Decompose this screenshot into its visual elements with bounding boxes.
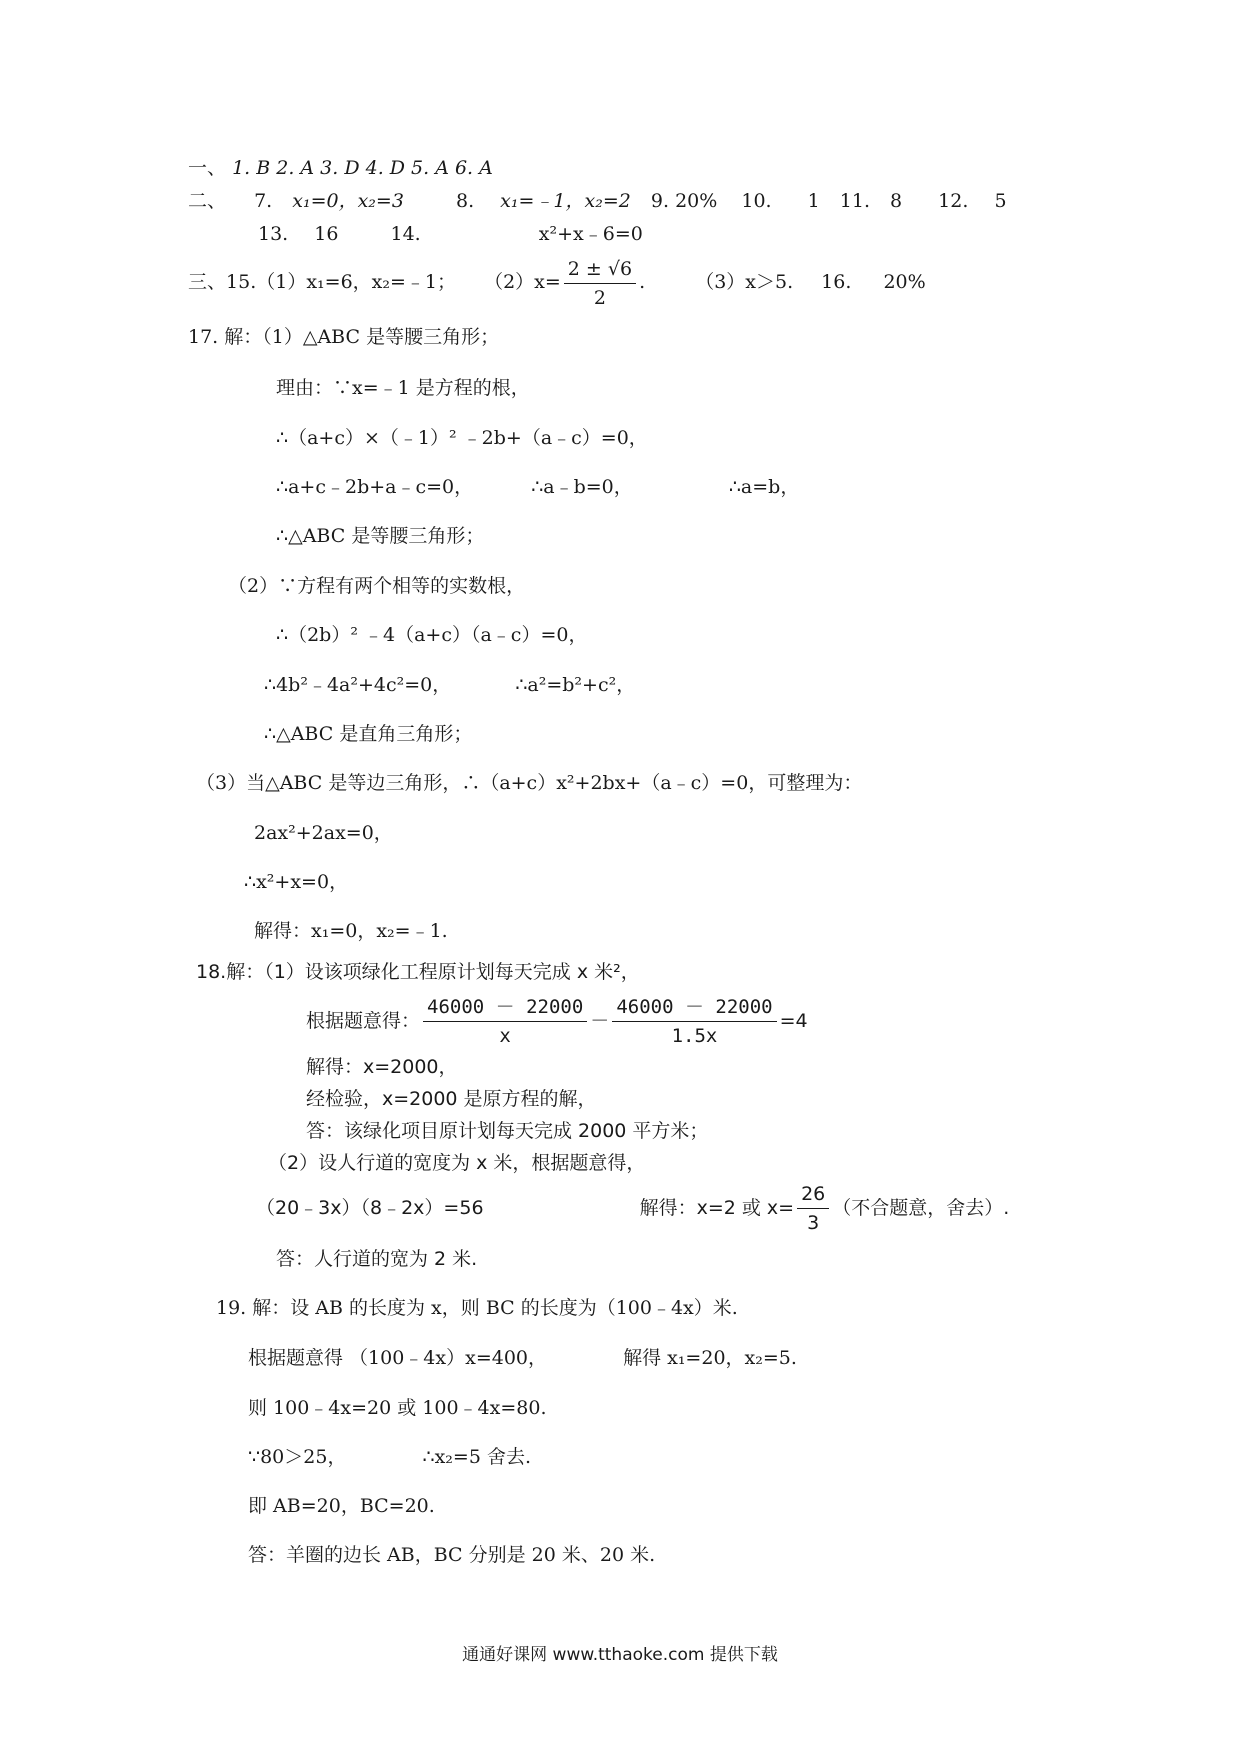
- q14-answer: x²+x﹣6=0: [538, 223, 643, 245]
- q17-line3: ∴（a+c）×（﹣1）² ﹣2b+（a﹣c）=0，: [276, 427, 648, 449]
- q18-fraction3-numerator: 26: [797, 1180, 829, 1209]
- section3-label: 三、: [188, 271, 227, 293]
- q19-line4-a: ∵80＞25，: [248, 1446, 347, 1468]
- q17-line4-b: ∴a﹣b=0，: [531, 476, 633, 498]
- q15-part1: 15.（1）x₁=6，x₂=﹣1；: [226, 271, 457, 293]
- q11-answer: 8: [890, 190, 903, 212]
- section2-row2: [258, 222, 643, 246]
- section3-line: 三、15.（1）x₁=6，x₂=﹣1； （2）x= $\frac{2 \pm √6}{2}$ . （3）x＞5. 16. 20%: [188, 253, 926, 312]
- q18-line4: 经检验，x=2000 是原方程的解，: [306, 1088, 597, 1110]
- q19-line3: 则 100﹣4x=20 或 100﹣4x=80.: [248, 1397, 547, 1419]
- q8-number: 8.: [455, 190, 475, 212]
- section2-row1: [188, 189, 1007, 213]
- q17-line8-a: ∴4b²﹣4a²+4c²=0，: [264, 674, 452, 696]
- q19-line4-b: ∴x₂=5 舍去.: [422, 1446, 532, 1468]
- q11-number: 11.: [839, 190, 870, 212]
- q17-line2: 理由：∵x=﹣1 是方程的根，: [276, 377, 530, 399]
- q10-number: 10.: [741, 190, 772, 212]
- q17-line5: ∴△ABC 是等腰三角形；: [276, 525, 485, 547]
- q8-answer: x₁=﹣1，x₂=2: [500, 190, 631, 212]
- q18-minus: －: [590, 1010, 610, 1032]
- section2-label: 二、: [188, 190, 227, 212]
- q19-line1: 19. 解：设 AB 的长度为 x，则 BC 的长度为（100﹣4x）米.: [216, 1297, 738, 1319]
- q18-line2-prefix: 根据题意得：: [306, 1010, 421, 1032]
- q17-line4-a: ∴a+c﹣2b+a﹣c=0，: [276, 476, 474, 498]
- q10-answer: 1: [807, 190, 820, 212]
- q17-line6: （2）∵方程有两个相等的实数根，: [228, 575, 526, 597]
- q18-fraction1-numerator: 46000 － 22000: [423, 993, 587, 1022]
- q15-part3: （3）x＞5.: [695, 271, 794, 293]
- q19-line4: [248, 1445, 531, 1469]
- q18-line6: （2）设人行道的宽度为 x 米，根据题意得，: [268, 1152, 646, 1174]
- q19-line2: [248, 1346, 797, 1370]
- q18-line8: 答：人行道的宽为 2 米.: [276, 1248, 478, 1270]
- q17-line11: 2ax²+2ax=0，: [254, 822, 393, 844]
- q16-answer: 20%: [883, 271, 926, 293]
- q18-fraction3-denominator: 3: [807, 1212, 820, 1234]
- q18-line7-b-prefix: 解得：x=2 或 x=: [639, 1197, 795, 1219]
- section1-line: [188, 156, 493, 180]
- q18-fraction1-denominator: x: [499, 1025, 511, 1047]
- q14-number: 14.: [390, 223, 421, 245]
- q18-line3: 解得：x=2000，: [306, 1056, 458, 1078]
- q15-fraction: [564, 255, 636, 312]
- q18-fraction2: [612, 993, 776, 1050]
- q9-answer: 9. 20%: [650, 190, 718, 212]
- q15-fraction-numerator: 2 ± √6: [564, 255, 636, 284]
- q17-line4: [276, 475, 799, 499]
- q7-answer: x₁=0，x₂=3: [292, 190, 404, 212]
- q18-line1: 18.解：（1）设该项绿化工程原计划每天完成 x 米²，: [196, 961, 640, 983]
- q13-answer: 16: [314, 223, 339, 245]
- q13-number: 13.: [258, 223, 289, 245]
- q18-fraction2-denominator: 1.5x: [671, 1025, 718, 1047]
- q15-part2-prefix: （2）x=: [484, 271, 561, 293]
- q17-line8: [264, 673, 635, 697]
- q7-number: 7.: [254, 190, 273, 212]
- q17-line8-b: ∴a²=b²+c²，: [515, 674, 636, 696]
- q16-number: 16.: [821, 271, 852, 293]
- q12-number: 12.: [938, 190, 969, 212]
- q18-line7: [256, 1178, 1009, 1238]
- q18-fraction3: [797, 1180, 829, 1237]
- section1-label: 一、: [188, 157, 227, 179]
- q19-line6: 答：羊圈的边长 AB，BC 分别是 20 米、20 米.: [248, 1544, 656, 1566]
- q17-line7: ∴（2b）² ﹣4（a+c）（a﹣c）=0，: [276, 624, 588, 646]
- q18-line2: [306, 988, 808, 1054]
- q18-fraction1: [423, 993, 587, 1050]
- q19-line2-b: 解得 x₁=20，x₂=5.: [623, 1347, 797, 1369]
- q18-line2-suffix: =4: [779, 1010, 808, 1032]
- q17-line12: ∴x²+x=0，: [244, 871, 349, 893]
- q19-line2-a: 根据题意得 （100﹣4x）x=400，: [248, 1347, 548, 1369]
- q17-line10: （3）当△ABC 是等边三角形，∴（a+c）x²+2bx+（a﹣c）=0，可整理为：: [196, 772, 863, 794]
- q17-line1: 17. 解：（1）△ABC 是等腰三角形；: [188, 326, 500, 348]
- page-footer: 通通好课网 www.tthaoke.com 提供下载: [462, 1645, 778, 1665]
- q17-line13: 解得：x₁=0，x₂=﹣1.: [254, 920, 448, 942]
- q12-answer: 5: [994, 190, 1007, 212]
- q18-line5: 答：该绿化项目原计划每天完成 2000 平方米；: [306, 1120, 709, 1142]
- q15-fraction-denominator: 2: [593, 286, 606, 309]
- q17-line9: ∴△ABC 是直角三角形；: [264, 723, 473, 745]
- q18-fraction2-numerator: 46000 － 22000: [612, 993, 776, 1022]
- q19-line5: 即 AB=20，BC=20.: [248, 1495, 435, 1517]
- q18-line7-a: （20﹣3x）（8﹣2x）=56: [256, 1197, 484, 1219]
- q18-line7-b-suffix: （不合题意，舍去）.: [832, 1197, 1010, 1219]
- section1-answers: 1. B 2. A 3. D 4. D 5. A 6. A: [232, 157, 493, 179]
- q17-line4-c: ∴a=b，: [728, 476, 800, 498]
